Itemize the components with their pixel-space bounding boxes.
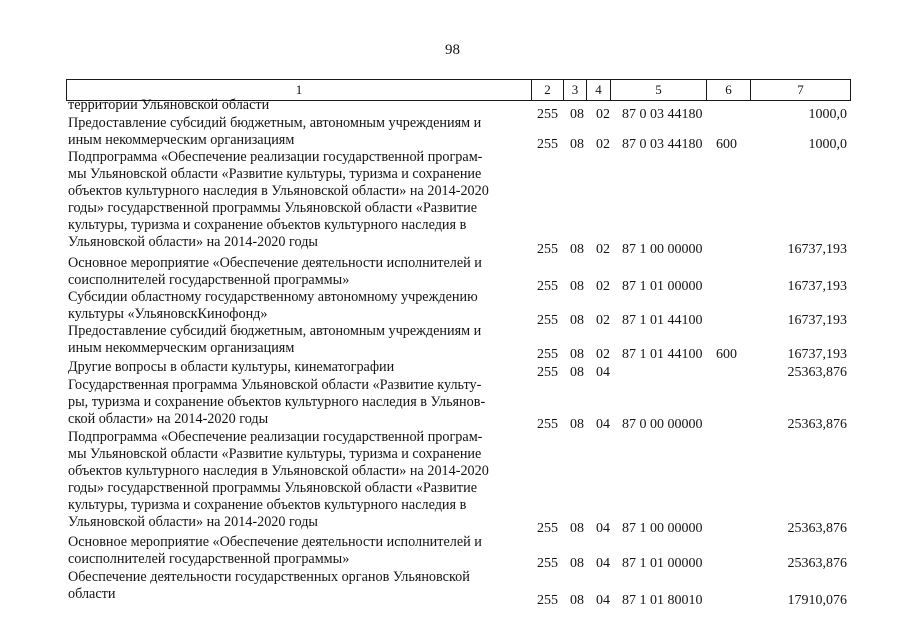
cell-col5: 87 1 01 80010	[622, 593, 703, 608]
header-col-5: 5	[611, 80, 707, 100]
row-description	[68, 289, 522, 323]
row-description	[68, 323, 522, 357]
cell-amount: 25363,876	[787, 365, 847, 380]
cell-col4: 02	[596, 242, 610, 257]
cell-col5: 87 0 03 44180	[622, 137, 703, 152]
cell-col2: 255	[537, 313, 558, 328]
row-description	[68, 115, 522, 149]
cell-col4: 04	[596, 593, 610, 608]
cell-col4: 04	[596, 365, 610, 380]
row-description	[68, 429, 522, 531]
cell-col5: 87 1 01 00000	[622, 279, 703, 294]
cell-col3: 08	[570, 365, 584, 380]
header-col-3: 3	[564, 80, 587, 100]
cell-amount: 16737,193	[787, 347, 847, 362]
description-line: объектов культурного наследия в Ульяновской области» на 2014-2020	[68, 183, 489, 199]
description-line: Ульяновской области» на 2014-2020 годы	[68, 514, 318, 530]
cell-col2: 255	[537, 137, 558, 152]
header-col-1: 1	[67, 80, 532, 100]
cell-col6: 600	[716, 347, 737, 362]
cell-col3: 08	[570, 137, 584, 152]
description-line: области	[68, 586, 116, 602]
header-col-2: 2	[532, 80, 564, 100]
description-line: Предоставление субсидий бюджетным, автономным учреждениям и	[68, 115, 482, 131]
cell-col3: 08	[570, 417, 584, 432]
cell-col6: 600	[716, 137, 737, 152]
header-col-7: 7	[797, 82, 804, 97]
cell-col3: 08	[570, 593, 584, 608]
description-line: культуры, туризма и сохранение объектов культурного наследия в	[68, 217, 467, 233]
cell-amount: 1000,0	[808, 107, 847, 122]
header-col-6: 6	[707, 80, 751, 100]
row-description	[68, 569, 522, 603]
row-description	[68, 359, 522, 376]
cell-col2: 255	[537, 521, 558, 536]
cell-col4: 04	[596, 556, 610, 571]
cell-col2: 255	[537, 242, 558, 257]
description-line: мы Ульяновской области «Развитие культуры, туризма и сохранение	[68, 446, 482, 462]
description-line: культуры «УльяновскКинофонд»	[68, 306, 268, 322]
description-line: годы» государственной программы Ульяновской области «Развитие	[68, 200, 477, 216]
cell-col4: 02	[596, 313, 610, 328]
cell-col2: 255	[537, 107, 558, 122]
header-col-4: 4	[587, 80, 611, 100]
cell-col5: 87 1 00 00000	[622, 242, 703, 257]
cell-col4: 02	[596, 137, 610, 152]
cell-col5: 87 0 00 00000	[622, 417, 703, 432]
cell-col2: 255	[537, 556, 558, 571]
description-line: Основное мероприятие «Обеспечение деятельности исполнителей и	[68, 534, 482, 550]
description-line: Другие вопросы в области культуры, кинематографии	[68, 359, 395, 375]
cell-amount: 16737,193	[787, 313, 847, 328]
cell-col4: 02	[596, 107, 610, 122]
cell-col2: 255	[537, 365, 558, 380]
cell-col5: 87 1 01 44100	[622, 313, 703, 328]
description-line: ской области» на 2014-2020 годы	[68, 411, 269, 427]
description-line: территории Ульяновской области	[68, 97, 270, 113]
cell-col5: 87 1 01 00000	[622, 556, 703, 571]
cell-col5: 87 1 00 00000	[622, 521, 703, 536]
description-line: Обеспечение деятельности государственных органов Ульяновской	[68, 569, 470, 585]
cell-col2: 255	[537, 279, 558, 294]
description-line: объектов культурного наследия в Ульяновской области» на 2014-2020	[68, 463, 489, 479]
row-description	[68, 534, 522, 568]
cell-amount: 17910,076	[787, 593, 847, 608]
cell-col3: 08	[570, 521, 584, 536]
cell-col2: 255	[537, 417, 558, 432]
description-line: Основное мероприятие «Обеспечение деятельности исполнителей и	[68, 255, 482, 271]
cell-col2: 255	[537, 347, 558, 362]
cell-col3: 08	[570, 242, 584, 257]
description-line: соисполнителей государственной программы»	[68, 272, 350, 288]
description-line: Подпрограмма «Обеспечение реализации государственной програм-	[68, 149, 483, 165]
cell-amount: 16737,193	[787, 242, 847, 257]
cell-col3: 08	[570, 556, 584, 571]
description-line: Ульяновской области» на 2014-2020 годы	[68, 234, 318, 250]
cell-amount: 16737,193	[787, 279, 847, 294]
cell-col3: 08	[570, 279, 584, 294]
page-number: 98	[445, 42, 460, 58]
row-description	[68, 377, 522, 428]
description-line: мы Ульяновской области «Развитие культуры, туризма и сохранение	[68, 166, 482, 182]
cell-amount: 25363,876	[787, 417, 847, 432]
cell-col3: 08	[570, 347, 584, 362]
description-line: культуры, туризма и сохранение объектов культурного наследия в	[68, 497, 467, 513]
cell-amount: 1000,0	[808, 137, 847, 152]
cell-amount: 25363,876	[787, 556, 847, 571]
cell-col4: 04	[596, 521, 610, 536]
description-line: Субсидии областному государственному автономному учреждению	[68, 289, 478, 305]
description-line: иным некоммерческим организациям	[68, 340, 295, 356]
description-line: иным некоммерческим организациям	[68, 132, 295, 148]
cell-col5: 87 1 01 44100	[622, 347, 703, 362]
cell-col3: 08	[570, 107, 584, 122]
description-line: годы» государственной программы Ульяновской области «Развитие	[68, 480, 477, 496]
description-line: Предоставление субсидий бюджетным, автономным учреждениям и	[68, 323, 482, 339]
cell-amount: 25363,876	[787, 521, 847, 536]
cell-col3: 08	[570, 313, 584, 328]
cell-col2: 255	[537, 593, 558, 608]
description-line: Государственная программа Ульяновской области «Развитие культу-	[68, 377, 482, 393]
cell-col4: 02	[596, 347, 610, 362]
cell-col4: 04	[596, 417, 610, 432]
cell-col4: 02	[596, 279, 610, 294]
description-line: Подпрограмма «Обеспечение реализации государственной програм-	[68, 429, 483, 445]
row-description	[68, 255, 522, 289]
description-line: соисполнителей государственной программы»	[68, 551, 350, 567]
row-description	[68, 149, 522, 251]
cell-col5: 87 0 03 44180	[622, 107, 703, 122]
description-line: ры, туризма и сохранение объектов культурного наследия в Ульянов-	[68, 394, 486, 410]
row-description	[68, 97, 522, 114]
